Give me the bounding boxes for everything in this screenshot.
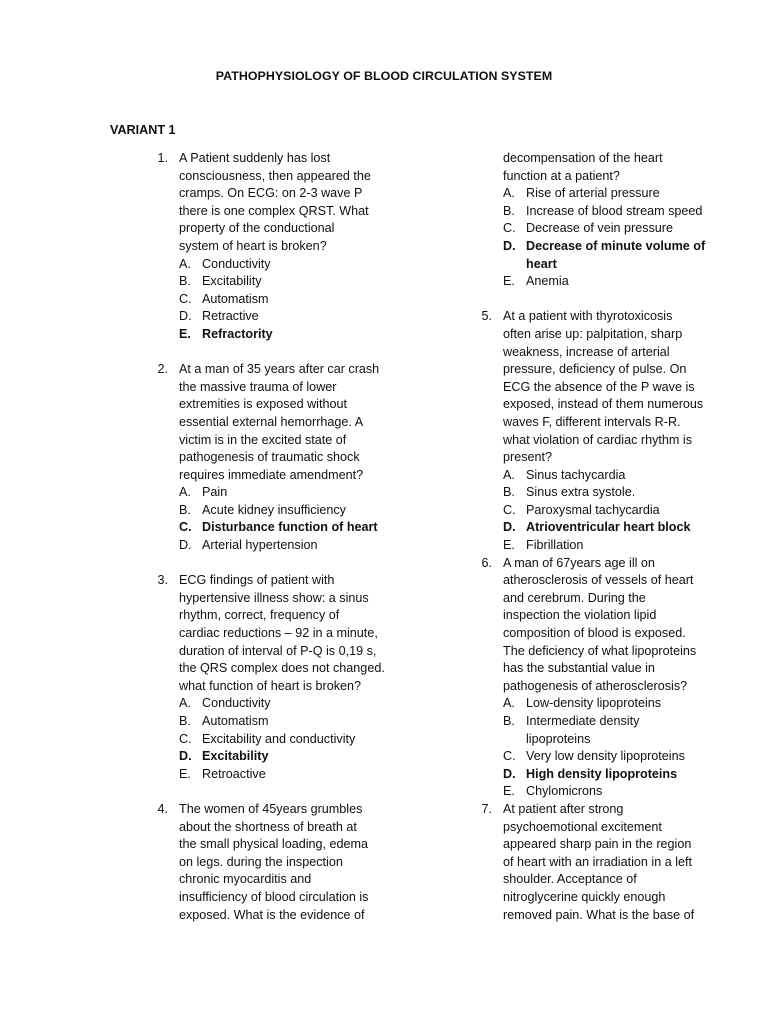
question-text: system of heart is broken? <box>179 238 327 253</box>
question-text-line <box>478 150 718 168</box>
option-letter: B. <box>179 274 191 289</box>
question-text-line <box>478 889 718 907</box>
option-letter: E. <box>179 766 191 781</box>
question-text: victim is in the excited state of <box>179 432 347 447</box>
question-text: The women of 45years grumbles <box>179 801 363 816</box>
option-letter: C. <box>179 520 192 535</box>
question-text: rhythm, correct, frequency of <box>179 608 340 623</box>
question-text-line <box>154 607 389 625</box>
question-text: extremities is exposed without <box>179 397 347 412</box>
option-text: Rise of arterial pressure <box>526 186 660 201</box>
option-text: Arterial hypertension <box>202 538 318 553</box>
question-text-line <box>154 836 389 854</box>
question-text-line <box>154 907 389 925</box>
option-text: Retroactive <box>202 766 266 781</box>
question-text: The deficiency of what lipoproteins <box>503 643 697 658</box>
question-text: removed pain. What is the base of <box>503 907 695 922</box>
answer-option <box>154 502 389 520</box>
question-text: decompensation of the heart <box>503 151 663 165</box>
question-text: weakness, increase of arterial <box>503 344 670 359</box>
option-letter: E. <box>179 326 191 341</box>
question-text-line <box>478 432 718 450</box>
answer-option <box>478 537 718 555</box>
option-text: Conductivity <box>202 696 271 711</box>
question-text: there is one complex QRST. What <box>179 203 369 218</box>
question-text: hypertensive illness show: a sinus <box>179 590 369 605</box>
question-text-line <box>154 660 389 678</box>
option-letter: D. <box>503 238 516 253</box>
question-text-line <box>154 819 389 837</box>
answer-option <box>478 748 718 766</box>
spacer <box>154 555 389 573</box>
answer-option <box>154 326 389 344</box>
question-line <box>154 150 389 168</box>
question-text-line <box>478 572 718 590</box>
answer-option <box>478 695 718 713</box>
question-text: chronic myocarditis and <box>179 872 312 887</box>
answer-option <box>154 766 389 784</box>
question-text: ECG the absence of the P wave is <box>503 379 695 394</box>
question-number: 6. <box>481 555 492 570</box>
answer-option <box>478 256 718 274</box>
answer-option <box>154 291 389 309</box>
option-text: Retractive <box>202 309 259 324</box>
question-text-line <box>154 396 389 414</box>
option-letter: C. <box>503 502 516 517</box>
question-text-line <box>154 185 389 203</box>
question-text: consciousness, then appeared the <box>179 168 371 183</box>
question-text: At patient after strong <box>503 801 624 816</box>
option-text: Decrease of vein pressure <box>526 221 673 236</box>
option-letter: D. <box>179 309 192 324</box>
option-text: Conductivity <box>202 256 271 271</box>
answer-option <box>154 484 389 502</box>
question-text: waves F, different intervals R-R. <box>503 414 681 429</box>
question-text-line <box>478 344 718 362</box>
option-text: Acute kidney insufficiency <box>202 502 346 517</box>
answer-option <box>154 695 389 713</box>
question-text-line <box>478 449 718 467</box>
option-letter: E. <box>503 538 515 553</box>
question-text: the massive trauma of lower <box>179 379 337 394</box>
option-letter: B. <box>179 502 191 517</box>
question-text: At a man of 35 years after car crash <box>179 362 380 377</box>
question-text: requires immediate amendment? <box>179 467 364 482</box>
spacer <box>478 291 718 309</box>
question-text: A man of 67years age ill on <box>503 555 655 570</box>
answer-option <box>154 537 389 555</box>
question-text-line <box>154 414 389 432</box>
option-letter: A. <box>179 485 191 500</box>
question-text-line <box>478 660 718 678</box>
answer-option <box>478 238 718 256</box>
option-letter: C. <box>503 221 516 236</box>
answer-option <box>478 731 718 749</box>
question-text-line <box>478 819 718 837</box>
option-text: Excitability <box>202 274 262 289</box>
option-text: Automatism <box>202 714 269 728</box>
question-text-line <box>154 203 389 221</box>
answer-option <box>478 713 718 731</box>
question-text: exposed, instead of them numerous <box>503 397 704 412</box>
answer-option <box>478 783 718 801</box>
question-number: 1. <box>157 151 168 165</box>
option-text: Refractority <box>202 326 273 341</box>
question-text-line <box>154 449 389 467</box>
spacer <box>154 783 389 801</box>
answer-option <box>478 185 718 203</box>
option-letter: A. <box>503 467 515 482</box>
option-letter: C. <box>503 749 516 764</box>
question-text: pathogenesis of atherosclerosis? <box>503 678 688 693</box>
question-text-line <box>478 854 718 872</box>
option-letter: A. <box>179 696 191 711</box>
question-text-line <box>478 607 718 625</box>
answer-option <box>154 748 389 766</box>
question-text: cardiac reductions – 92 in a minute, <box>179 626 378 641</box>
question-text: property of the conductional <box>179 221 335 236</box>
option-letter: D. <box>179 538 192 553</box>
answer-option <box>154 273 389 291</box>
answer-option <box>478 467 718 485</box>
question-number: 7. <box>481 801 492 816</box>
answer-option <box>478 502 718 520</box>
question-text: shoulder. Acceptance of <box>503 872 637 887</box>
option-text: Sinus tachycardia <box>526 467 626 482</box>
option-text: Anemia <box>526 274 569 289</box>
question-text-line <box>154 871 389 889</box>
answer-option <box>478 519 718 537</box>
variant-heading: VARIANT 1 <box>110 123 176 137</box>
question-text: and cerebrum. During the <box>503 590 646 605</box>
page-title: PATHOPHYSIOLOGY OF BLOOD CIRCULATION SYSTEM <box>215 69 553 83</box>
question-text: the small physical loading, edema <box>179 837 369 852</box>
option-text: Decrease of minute volume of <box>526 238 706 253</box>
right-column <box>478 150 718 924</box>
question-text: insufficiency of blood circulation is <box>179 889 369 904</box>
question-text: duration of interval of P-Q is 0,19 s, <box>179 643 377 658</box>
left-column <box>154 150 389 924</box>
question-text-line <box>478 907 718 925</box>
option-text: Disturbance function of heart <box>202 520 378 535</box>
question-text-line <box>154 678 389 696</box>
question-line <box>154 361 389 379</box>
option-text: Fibrillation <box>526 538 584 553</box>
question-text-line <box>154 220 389 238</box>
option-letter: D. <box>179 749 192 764</box>
question-line <box>478 801 718 819</box>
question-number: 5. <box>481 309 492 324</box>
answer-option <box>478 766 718 784</box>
question-text-line <box>154 643 389 661</box>
option-text: lipoproteins <box>526 731 591 746</box>
question-text-line <box>154 625 389 643</box>
answer-option <box>478 273 718 291</box>
question-text: of heart with an irradiation in a left <box>503 854 693 869</box>
question-number: 3. <box>157 573 168 588</box>
question-text-line <box>478 168 718 186</box>
question-line <box>154 572 389 590</box>
option-text: Very low density lipoproteins <box>526 749 685 764</box>
question-line <box>478 555 718 573</box>
question-text-line <box>154 432 389 450</box>
option-text: Sinus extra systole. <box>526 485 636 500</box>
question-text: essential external hemorrhage. A <box>179 414 364 429</box>
question-line <box>154 801 389 819</box>
question-text: pressure, deficiency of pulse. On <box>503 362 687 377</box>
option-text: Atrioventricular heart block <box>526 520 691 535</box>
option-letter: B. <box>179 714 191 728</box>
option-text: High density lipoproteins <box>526 766 678 781</box>
option-text: heart <box>526 256 557 271</box>
option-letter: B. <box>503 485 515 500</box>
option-letter: E. <box>503 784 515 799</box>
answer-option <box>154 713 389 731</box>
spacer <box>154 344 389 362</box>
answer-option <box>478 484 718 502</box>
option-letter: C. <box>179 291 192 306</box>
question-text: what violation of cardiac rhythm is <box>503 432 692 447</box>
question-text-line <box>154 889 389 907</box>
question-text: exposed. What is the evidence of <box>179 907 365 922</box>
question-text-line <box>478 643 718 661</box>
question-text: psychoemotional excitement <box>503 819 662 834</box>
option-letter: A. <box>503 186 515 201</box>
question-text-line <box>478 326 718 344</box>
option-letter: A. <box>503 696 515 711</box>
option-text: Increase of blood stream speed <box>526 203 703 218</box>
question-text-line <box>154 467 389 485</box>
question-text: the QRS complex does not changed. <box>179 661 385 676</box>
question-text: pathogenesis of traumatic shock <box>179 450 360 465</box>
option-text: Low-density lipoproteins <box>526 696 662 711</box>
answer-option <box>478 220 718 238</box>
question-text: function at a patient? <box>503 168 620 183</box>
option-letter: B. <box>503 714 515 728</box>
answer-option <box>154 256 389 274</box>
question-text: At a patient with thyrotoxicosis <box>503 309 673 324</box>
option-text: Automatism <box>202 291 269 306</box>
question-text: atherosclerosis of vessels of heart <box>503 573 694 588</box>
question-text: appeared sharp pain in the region <box>503 837 692 852</box>
question-text: has the substantial value in <box>503 661 655 676</box>
question-text-line <box>478 678 718 696</box>
option-letter: C. <box>179 731 192 746</box>
option-text: Chylomicrons <box>526 784 603 799</box>
question-text: about the shortness of breath at <box>179 819 357 834</box>
option-letter: D. <box>503 766 516 781</box>
question-text: composition of blood is exposed. <box>503 626 686 641</box>
option-letter: D. <box>503 520 516 535</box>
question-text: A Patient suddenly has lost <box>179 151 331 165</box>
option-text: Paroxysmal tachycardia <box>526 502 660 517</box>
answer-option <box>154 731 389 749</box>
question-line <box>478 308 718 326</box>
answer-option <box>154 308 389 326</box>
question-text-line <box>478 836 718 854</box>
question-text-line <box>478 625 718 643</box>
question-text-line <box>478 590 718 608</box>
option-text: Excitability <box>202 749 269 764</box>
question-text-line <box>478 379 718 397</box>
question-text-line <box>478 871 718 889</box>
question-text: ECG findings of patient with <box>179 573 335 588</box>
question-number: 2. <box>157 362 168 377</box>
option-letter: B. <box>503 203 515 218</box>
question-text: present? <box>503 450 553 465</box>
option-text: Excitability and conductivity <box>202 731 356 746</box>
question-text-line <box>154 854 389 872</box>
option-text: Intermediate density <box>526 714 640 728</box>
answer-option <box>478 203 718 221</box>
question-text: inspection the violation lipid <box>503 608 657 623</box>
answer-option <box>154 519 389 537</box>
option-letter: A. <box>179 256 191 271</box>
question-text: cramps. On ECG: on 2-3 wave P <box>179 186 363 201</box>
question-text: nitroglycerine quickly enough <box>503 889 666 904</box>
question-text-line <box>478 396 718 414</box>
question-text-line <box>154 168 389 186</box>
question-text-line <box>154 379 389 397</box>
option-text: Pain <box>202 485 228 500</box>
question-text-line <box>478 414 718 432</box>
question-text: often arise up: palpitation, sharp <box>503 326 683 341</box>
option-letter: E. <box>503 274 515 289</box>
question-text-line <box>154 238 389 256</box>
question-number: 4. <box>157 801 168 816</box>
question-text: what function of heart is broken? <box>179 678 362 693</box>
question-text: on legs. during the inspection <box>179 854 343 869</box>
question-text-line <box>478 361 718 379</box>
question-text-line <box>154 590 389 608</box>
